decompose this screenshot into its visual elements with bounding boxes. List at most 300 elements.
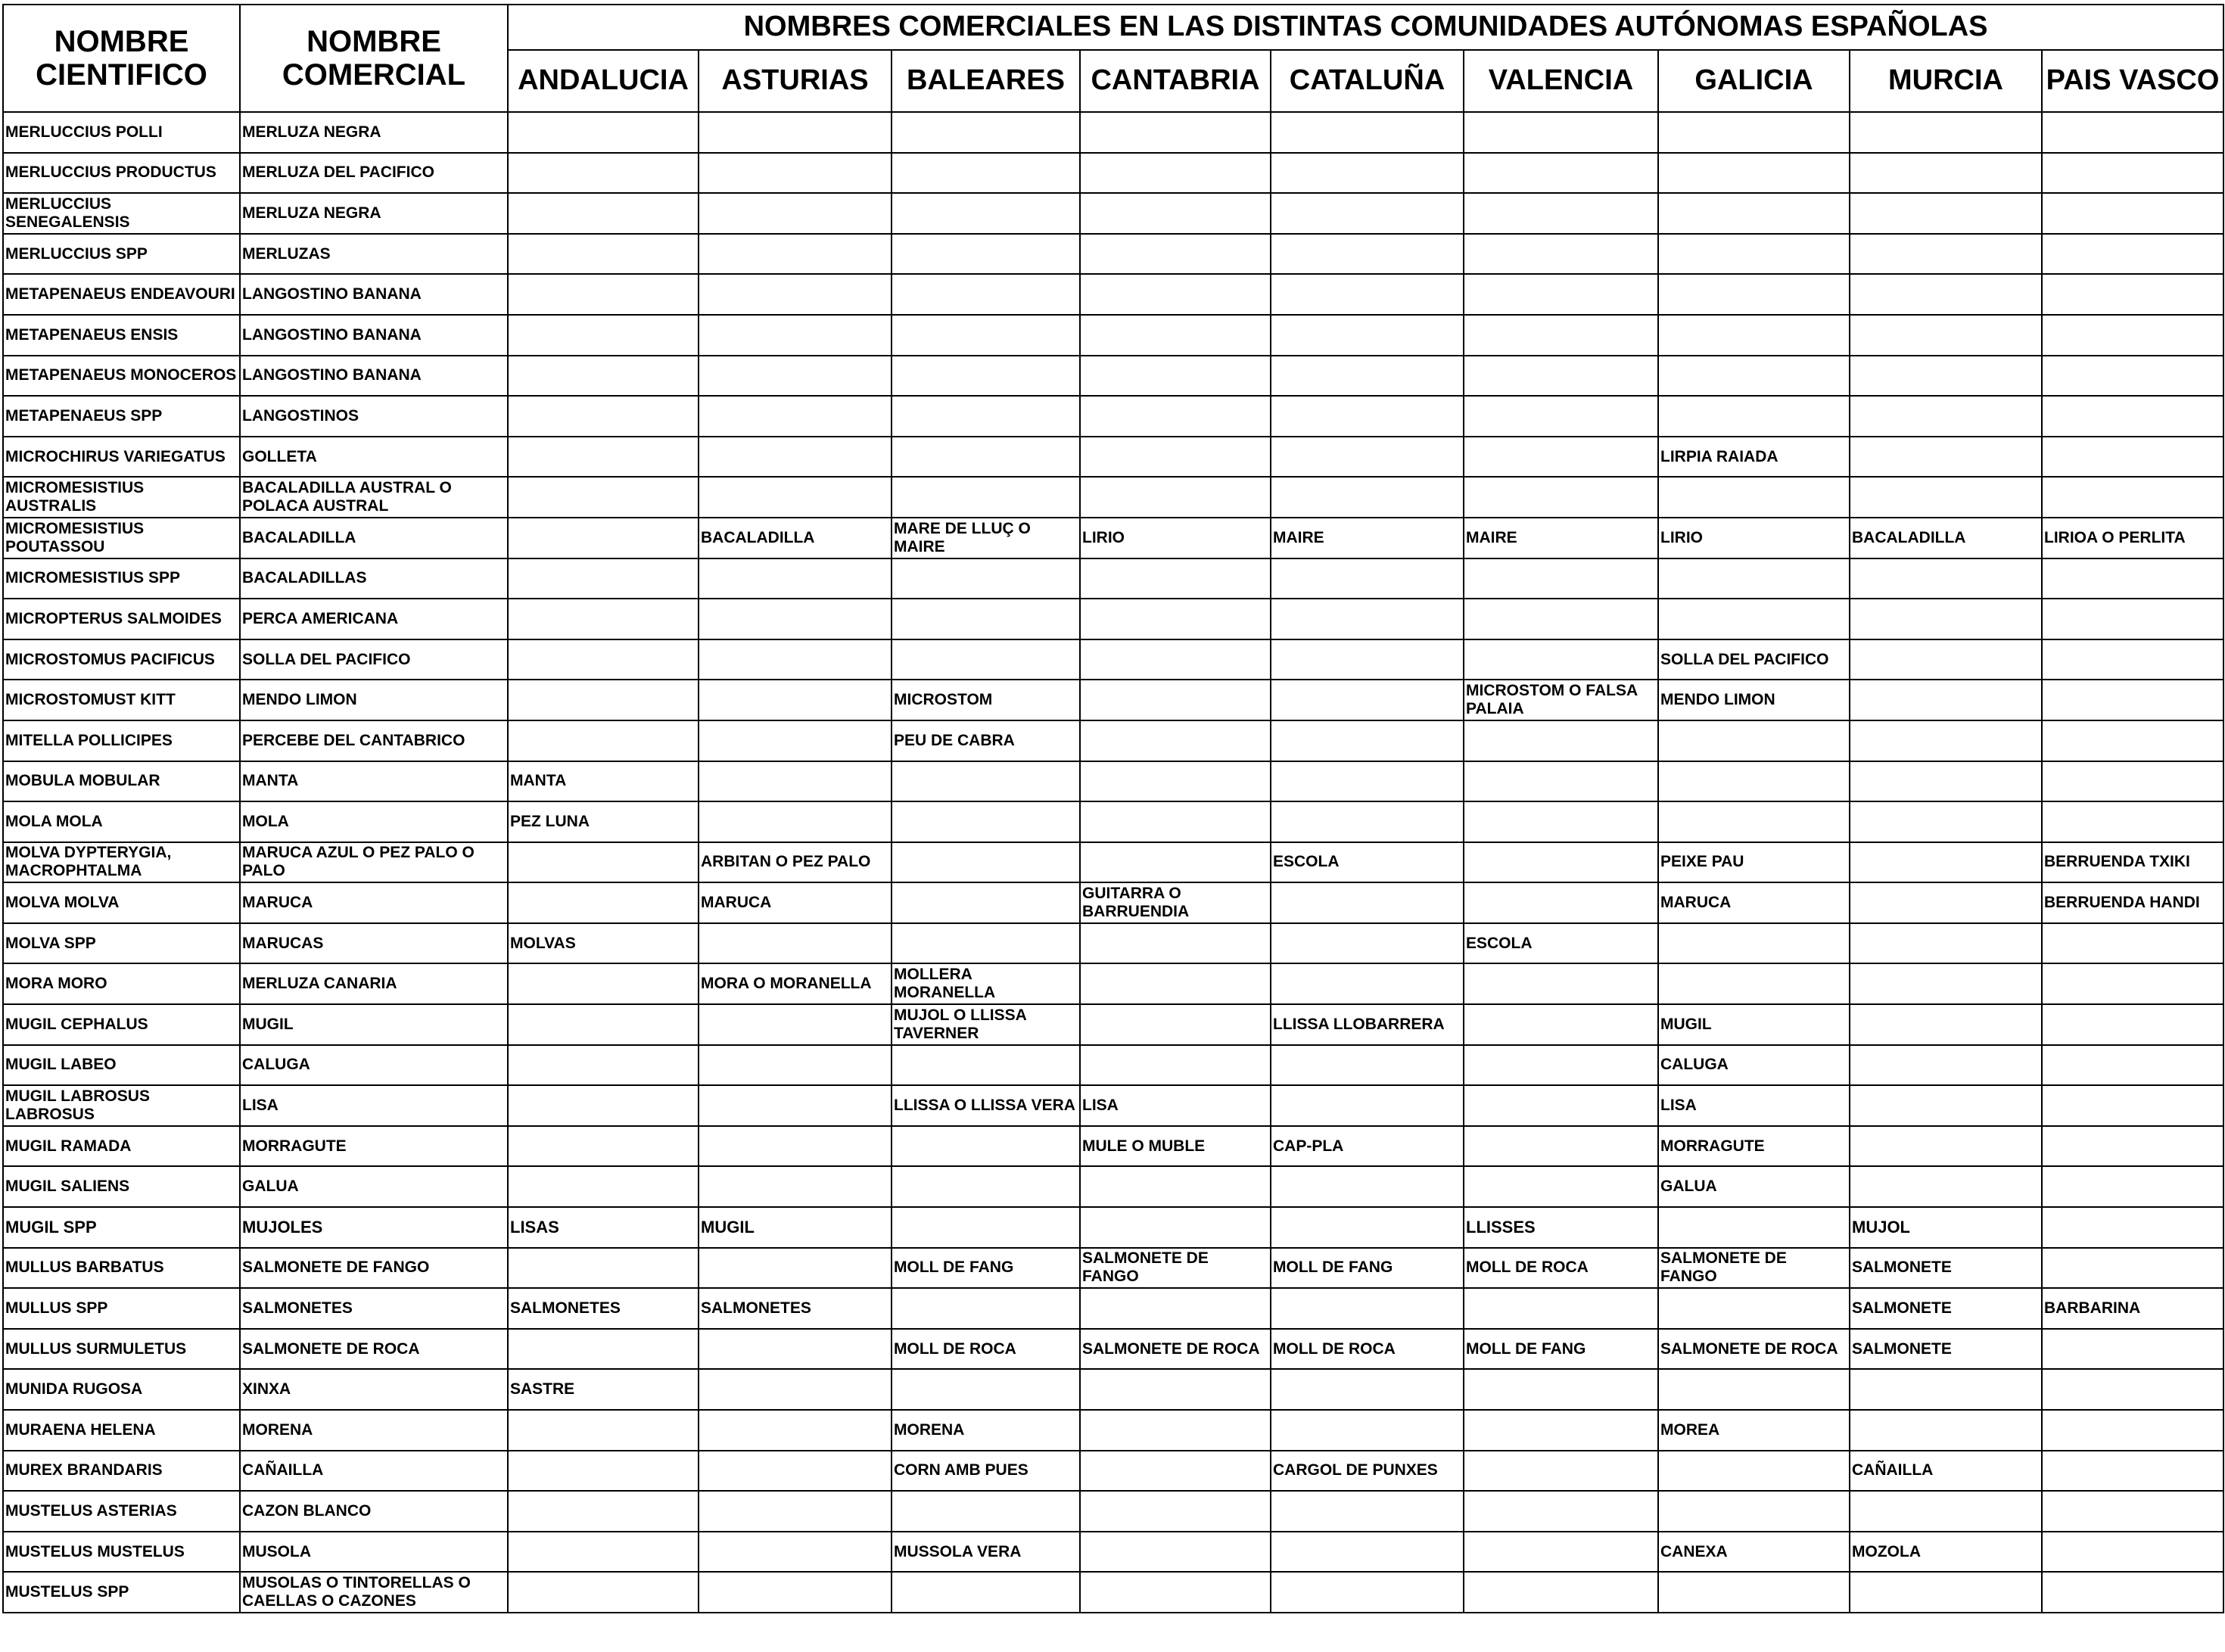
cell-region-name: SALMONETE [1850, 1329, 2042, 1370]
cell-region-name [508, 193, 699, 234]
cell-region-name [508, 315, 699, 356]
cell-region-name [2042, 720, 2223, 761]
cell-region-name: CAP-PLA [1271, 1126, 1464, 1167]
cell-region-name [1464, 963, 1658, 1004]
cell-region-name [892, 761, 1080, 802]
cell-region-name [892, 923, 1080, 964]
table-row [3, 315, 2223, 356]
cell-region-name: MOZOLA [1850, 1532, 2042, 1573]
table-row [3, 1410, 2223, 1451]
cell-region-name [1080, 639, 1271, 680]
cell-region-name [2042, 599, 2223, 639]
header-region-pais-vasco: PAIS VASCO [2042, 50, 2223, 112]
cell-region-name [2042, 761, 2223, 802]
cell-region-name [1080, 274, 1271, 315]
cell-region-name [699, 558, 892, 599]
cell-region-name [1464, 842, 1658, 883]
cell-region-name: CAÑAILLA [1850, 1451, 2042, 1492]
cell-region-name [1658, 112, 1850, 153]
cell-region-name [892, 1207, 1080, 1248]
cell-region-name [1080, 112, 1271, 153]
cell-region-name: SALMONETE DE ROCA [1658, 1329, 1850, 1370]
cell-region-name: LLISSA O LLISSA VERA [892, 1085, 1080, 1126]
cell-region-name [1271, 437, 1464, 478]
cell-scientific-name: MUSTELUS ASTERIAS [3, 1491, 240, 1532]
cell-commercial-name: MARUCA [240, 882, 508, 923]
cell-region-name: MICROSTOM [892, 680, 1080, 720]
cell-scientific-name: MULLUS SPP [3, 1288, 240, 1329]
cell-region-name [1080, 720, 1271, 761]
cell-region-name [1464, 1126, 1658, 1167]
cell-region-name [1464, 1045, 1658, 1086]
cell-scientific-name: MURAENA HELENA [3, 1410, 240, 1451]
cell-region-name [2042, 639, 2223, 680]
cell-region-name [1464, 639, 1658, 680]
cell-commercial-name: PERCEBE DEL CANTABRICO [240, 720, 508, 761]
cell-region-name [1080, 1288, 1271, 1329]
cell-region-name [508, 1329, 699, 1370]
cell-commercial-name: MUJOLES [240, 1207, 508, 1248]
cell-region-name [1271, 1045, 1464, 1086]
cell-scientific-name: MITELLA POLLICIPES [3, 720, 240, 761]
cell-region-name [2042, 112, 2223, 153]
cell-region-name: LLISSA LLOBARRERA [1271, 1004, 1464, 1045]
cell-region-name [699, 477, 892, 518]
cell-region-name [1080, 1451, 1271, 1492]
cell-region-name [892, 396, 1080, 437]
table-row [3, 1207, 2223, 1248]
cell-region-name [1658, 599, 1850, 639]
cell-scientific-name: METAPENAEUS ENDEAVOURI [3, 274, 240, 315]
cell-region-name [1080, 801, 1271, 842]
cell-region-name [1850, 1126, 2042, 1167]
cell-region-name: GUITARRA O BARRUENDIA [1080, 882, 1271, 923]
cell-scientific-name: MULLUS SURMULETUS [3, 1329, 240, 1370]
cell-region-name: MUGIL [1658, 1004, 1850, 1045]
cell-region-name [699, 761, 892, 802]
table-row [3, 639, 2223, 680]
cell-scientific-name: MOBULA MOBULAR [3, 761, 240, 802]
cell-region-name [1658, 396, 1850, 437]
cell-region-name [892, 315, 1080, 356]
cell-region-name: CARGOL DE PUNXES [1271, 1451, 1464, 1492]
cell-region-name [1271, 761, 1464, 802]
cell-region-name: MORRAGUTE [1658, 1126, 1850, 1167]
cell-region-name [1850, 356, 2042, 397]
cell-region-name [508, 356, 699, 397]
cell-region-name [1464, 274, 1658, 315]
cell-region-name [1850, 842, 2042, 883]
cell-region-name [1850, 437, 2042, 478]
cell-region-name [508, 1004, 699, 1045]
cell-scientific-name: MUGIL SPP [3, 1207, 240, 1248]
table-row [3, 1045, 2223, 1086]
cell-scientific-name: MUREX BRANDARIS [3, 1451, 240, 1492]
cell-commercial-name: BACALADILLA AUSTRAL O POLACA AUSTRAL [240, 477, 508, 518]
cell-region-name [2042, 193, 2223, 234]
cell-region-name [508, 882, 699, 923]
cell-region-name [508, 234, 699, 275]
cell-commercial-name: SALMONETE DE FANGO [240, 1248, 508, 1289]
cell-region-name: MANTA [508, 761, 699, 802]
cell-region-name: BACALADILLA [699, 518, 892, 558]
cell-region-name [1464, 1410, 1658, 1451]
cell-region-name [1658, 1207, 1850, 1248]
header-commercial-name: NOMBRE COMERCIAL [240, 5, 508, 112]
cell-region-name [1658, 356, 1850, 397]
cell-region-name [1850, 477, 2042, 518]
table-row [3, 356, 2223, 397]
cell-region-name [892, 437, 1080, 478]
cell-commercial-name: MERLUZAS [240, 234, 508, 275]
cell-region-name: SALMONETE DE FANGO [1080, 1248, 1271, 1289]
cell-commercial-name: LANGOSTINO BANANA [240, 356, 508, 397]
cell-commercial-name: MORENA [240, 1410, 508, 1451]
cell-region-name [1850, 1410, 2042, 1451]
cell-region-name [1464, 1085, 1658, 1126]
cell-commercial-name: PERCA AMERICANA [240, 599, 508, 639]
cell-region-name [1850, 639, 2042, 680]
cell-region-name [508, 396, 699, 437]
cell-region-name [1080, 234, 1271, 275]
cell-region-name [1850, 801, 2042, 842]
cell-region-name [508, 1166, 699, 1207]
cell-scientific-name: MICROSTOMUST KITT [3, 680, 240, 720]
cell-region-name [1080, 558, 1271, 599]
species-names-table [2, 4, 2224, 1613]
cell-region-name [892, 1166, 1080, 1207]
cell-region-name [2042, 1369, 2223, 1410]
cell-region-name [892, 639, 1080, 680]
cell-region-name [2042, 234, 2223, 275]
cell-region-name [1271, 1207, 1464, 1248]
cell-region-name [699, 599, 892, 639]
cell-region-name: PEIXE PAU [1658, 842, 1850, 883]
cell-region-name [1080, 315, 1271, 356]
cell-region-name [1850, 680, 2042, 720]
cell-region-name [1850, 193, 2042, 234]
cell-region-name [1080, 963, 1271, 1004]
cell-region-name [699, 1451, 892, 1492]
cell-region-name [892, 842, 1080, 883]
cell-region-name [1464, 477, 1658, 518]
cell-region-name [1658, 315, 1850, 356]
cell-region-name [699, 112, 892, 153]
table-row [3, 1369, 2223, 1410]
cell-region-name [1658, 1288, 1850, 1329]
cell-region-name [1464, 1369, 1658, 1410]
header-regions-title: NOMBRES COMERCIALES EN LAS DISTINTAS COMUNIDADES AUTÓNOMAS ESPAÑOLAS [508, 5, 2223, 50]
cell-region-name [508, 1085, 699, 1126]
cell-region-name [508, 599, 699, 639]
cell-region-name [1080, 1369, 1271, 1410]
cell-region-name: SALMONETES [699, 1288, 892, 1329]
cell-region-name [1464, 882, 1658, 923]
cell-region-name [508, 1572, 699, 1613]
cell-region-name [1464, 396, 1658, 437]
cell-region-name [1271, 356, 1464, 397]
cell-region-name [699, 437, 892, 478]
cell-region-name [1271, 1410, 1464, 1451]
cell-region-name [892, 1045, 1080, 1086]
cell-region-name [699, 274, 892, 315]
cell-scientific-name: MORA MORO [3, 963, 240, 1004]
cell-region-name [1658, 1451, 1850, 1492]
cell-region-name [699, 234, 892, 275]
cell-region-name: MICROSTOM O FALSA PALAIA [1464, 680, 1658, 720]
cell-region-name: LIRIO [1080, 518, 1271, 558]
cell-commercial-name: GALUA [240, 1166, 508, 1207]
cell-region-name [699, 1329, 892, 1370]
cell-region-name [892, 558, 1080, 599]
cell-region-name [699, 1248, 892, 1289]
cell-region-name: MULE O MUBLE [1080, 1126, 1271, 1167]
cell-region-name [892, 193, 1080, 234]
cell-region-name [1658, 963, 1850, 1004]
cell-region-name [699, 315, 892, 356]
cell-region-name [508, 680, 699, 720]
cell-region-name: SALMONETE [1850, 1248, 2042, 1289]
header-region-murcia: MURCIA [1850, 50, 2042, 112]
cell-region-name [508, 1410, 699, 1451]
cell-region-name [892, 599, 1080, 639]
cell-region-name [1658, 1369, 1850, 1410]
cell-scientific-name: MOLVA SPP [3, 923, 240, 964]
cell-region-name [1271, 274, 1464, 315]
cell-commercial-name: MERLUZA NEGRA [240, 112, 508, 153]
cell-region-name [2042, 315, 2223, 356]
cell-region-name [1464, 153, 1658, 194]
cell-region-name [2042, 558, 2223, 599]
cell-region-name [1464, 234, 1658, 275]
cell-region-name [1658, 720, 1850, 761]
cell-region-name [1850, 274, 2042, 315]
cell-region-name [2042, 1045, 2223, 1086]
cell-region-name [508, 720, 699, 761]
cell-region-name [2042, 1166, 2223, 1207]
cell-region-name [1080, 396, 1271, 437]
cell-region-name [1080, 193, 1271, 234]
cell-region-name: MOLLERA MORANELLA [892, 963, 1080, 1004]
cell-commercial-name: CALUGA [240, 1045, 508, 1086]
cell-region-name [892, 112, 1080, 153]
cell-region-name [699, 720, 892, 761]
cell-region-name [508, 1491, 699, 1532]
table-row [3, 274, 2223, 315]
cell-region-name: MARUCA [699, 882, 892, 923]
cell-region-name [699, 801, 892, 842]
cell-region-name [1271, 396, 1464, 437]
cell-region-name: PEZ LUNA [508, 801, 699, 842]
cell-region-name: LISA [1658, 1085, 1850, 1126]
cell-region-name [1080, 923, 1271, 964]
cell-region-name [1464, 558, 1658, 599]
cell-region-name [892, 1491, 1080, 1532]
cell-region-name [1080, 599, 1271, 639]
cell-region-name [699, 1085, 892, 1126]
cell-region-name [1850, 1004, 2042, 1045]
cell-region-name [1271, 1491, 1464, 1532]
cell-region-name [508, 1248, 699, 1289]
cell-region-name [1080, 477, 1271, 518]
cell-commercial-name: MARUCA AZUL O PEZ PALO O PALO [240, 842, 508, 883]
cell-region-name [1464, 193, 1658, 234]
cell-region-name [1850, 1491, 2042, 1532]
cell-region-name: LIRIOA O PERLITA [2042, 518, 2223, 558]
cell-region-name: MAIRE [1271, 518, 1464, 558]
cell-region-name [1464, 1572, 1658, 1613]
cell-region-name [1271, 112, 1464, 153]
cell-region-name [1850, 558, 2042, 599]
cell-region-name [1658, 558, 1850, 599]
table-row [3, 1532, 2223, 1573]
cell-scientific-name: MICROMESISTIUS AUSTRALIS [3, 477, 240, 518]
cell-region-name [2042, 1085, 2223, 1126]
cell-region-name [892, 234, 1080, 275]
table-row [3, 1288, 2223, 1329]
cell-region-name: ARBITAN O PEZ PALO [699, 842, 892, 883]
cell-region-name [2042, 923, 2223, 964]
cell-commercial-name: LANGOSTINO BANANA [240, 315, 508, 356]
cell-scientific-name: MOLA MOLA [3, 801, 240, 842]
cell-region-name [892, 1288, 1080, 1329]
cell-region-name: ESCOLA [1271, 842, 1464, 883]
cell-region-name [1464, 437, 1658, 478]
table-row [3, 1572, 2223, 1613]
table-row [3, 842, 2223, 883]
cell-region-name [699, 639, 892, 680]
cell-region-name [2042, 1329, 2223, 1370]
cell-region-name [1271, 1369, 1464, 1410]
cell-commercial-name: MUSOLAS O TINTORELLAS O CAELLAS O CAZONES [240, 1572, 508, 1613]
cell-region-name [1271, 153, 1464, 194]
cell-region-name: MARE DE LLUÇ O MAIRE [892, 518, 1080, 558]
cell-commercial-name: GOLLETA [240, 437, 508, 478]
cell-region-name: BERRUENDA HANDI [2042, 882, 2223, 923]
cell-region-name [1464, 599, 1658, 639]
cell-region-name [508, 153, 699, 194]
cell-region-name [2042, 801, 2223, 842]
cell-scientific-name: MUNIDA RUGOSA [3, 1369, 240, 1410]
cell-region-name [1850, 963, 2042, 1004]
cell-region-name [1464, 1451, 1658, 1492]
cell-region-name [699, 1572, 892, 1613]
cell-region-name [699, 1166, 892, 1207]
cell-commercial-name: CAZON BLANCO [240, 1491, 508, 1532]
cell-region-name [2042, 153, 2223, 194]
cell-scientific-name: MUGIL LABEO [3, 1045, 240, 1086]
table-row [3, 1126, 2223, 1167]
cell-region-name [1271, 1085, 1464, 1126]
cell-region-name [699, 1126, 892, 1167]
cell-region-name [1464, 1491, 1658, 1532]
cell-scientific-name: MUGIL CEPHALUS [3, 1004, 240, 1045]
cell-region-name [1658, 1491, 1850, 1532]
cell-region-name [508, 963, 699, 1004]
cell-scientific-name: MUSTELUS SPP [3, 1572, 240, 1613]
cell-region-name: CALUGA [1658, 1045, 1850, 1086]
cell-region-name [1464, 761, 1658, 802]
cell-region-name [1080, 1045, 1271, 1086]
cell-commercial-name: LANGOSTINO BANANA [240, 274, 508, 315]
cell-region-name [1271, 193, 1464, 234]
cell-region-name [1464, 1166, 1658, 1207]
table-row [3, 558, 2223, 599]
cell-region-name [508, 518, 699, 558]
cell-region-name [1850, 761, 2042, 802]
cell-region-name [2042, 680, 2223, 720]
cell-scientific-name: MICROCHIRUS VARIEGATUS [3, 437, 240, 478]
cell-region-name [2042, 477, 2223, 518]
cell-region-name [1464, 112, 1658, 153]
table-row [3, 1166, 2223, 1207]
table-header [3, 5, 2223, 112]
cell-region-name [2042, 437, 2223, 478]
table-row [3, 1004, 2223, 1045]
cell-commercial-name: CAÑAILLA [240, 1451, 508, 1492]
cell-scientific-name: MERLUCCIUS POLLI [3, 112, 240, 153]
cell-commercial-name: LISA [240, 1085, 508, 1126]
cell-region-name [1080, 1410, 1271, 1451]
cell-region-name [1271, 1572, 1464, 1613]
cell-region-name [1080, 437, 1271, 478]
cell-region-name: SALMONETE [1850, 1288, 2042, 1329]
cell-scientific-name: MUGIL LABROSUS LABROSUS [3, 1085, 240, 1126]
cell-region-name [1850, 1572, 2042, 1613]
cell-region-name [1271, 315, 1464, 356]
cell-commercial-name: MUSOLA [240, 1532, 508, 1573]
cell-commercial-name: MERLUZA DEL PACIFICO [240, 153, 508, 194]
cell-region-name [1658, 274, 1850, 315]
cell-commercial-name: BACALADILLA [240, 518, 508, 558]
cell-region-name: MORENA [892, 1410, 1080, 1451]
cell-region-name [1464, 1532, 1658, 1573]
cell-region-name [892, 882, 1080, 923]
table-row [3, 437, 2223, 478]
cell-region-name: MUJOL O LLISSA TAVERNER [892, 1004, 1080, 1045]
cell-commercial-name: MERLUZA CANARIA [240, 963, 508, 1004]
cell-region-name [1658, 477, 1850, 518]
cell-region-name [1658, 801, 1850, 842]
table-row [3, 1329, 2223, 1370]
cell-region-name: LIRIO [1658, 518, 1850, 558]
cell-commercial-name: MENDO LIMON [240, 680, 508, 720]
cell-commercial-name: MERLUZA NEGRA [240, 193, 508, 234]
cell-region-name: SOLLA DEL PACIFICO [1658, 639, 1850, 680]
cell-region-name [1464, 315, 1658, 356]
cell-region-name [1271, 639, 1464, 680]
table-row [3, 761, 2223, 802]
cell-region-name [699, 396, 892, 437]
cell-region-name [1271, 680, 1464, 720]
cell-region-name: SALMONETE DE ROCA [1080, 1329, 1271, 1370]
cell-region-name [508, 842, 699, 883]
cell-region-name: MOLL DE ROCA [892, 1329, 1080, 1370]
cell-commercial-name: MOLA [240, 801, 508, 842]
table-row [3, 923, 2223, 964]
header-region-andalucia: ANDALUCIA [508, 50, 699, 112]
header-scientific-name: NOMBRE CIENTIFICO [3, 5, 240, 112]
cell-region-name [2042, 1572, 2223, 1613]
cell-region-name: MUJOL [1850, 1207, 2042, 1248]
cell-region-name [1850, 1085, 2042, 1126]
cell-scientific-name: MERLUCCIUS SPP [3, 234, 240, 275]
table-row [3, 882, 2223, 923]
table-row [3, 153, 2223, 194]
cell-region-name [1080, 153, 1271, 194]
cell-region-name [1850, 923, 2042, 964]
cell-region-name [892, 801, 1080, 842]
